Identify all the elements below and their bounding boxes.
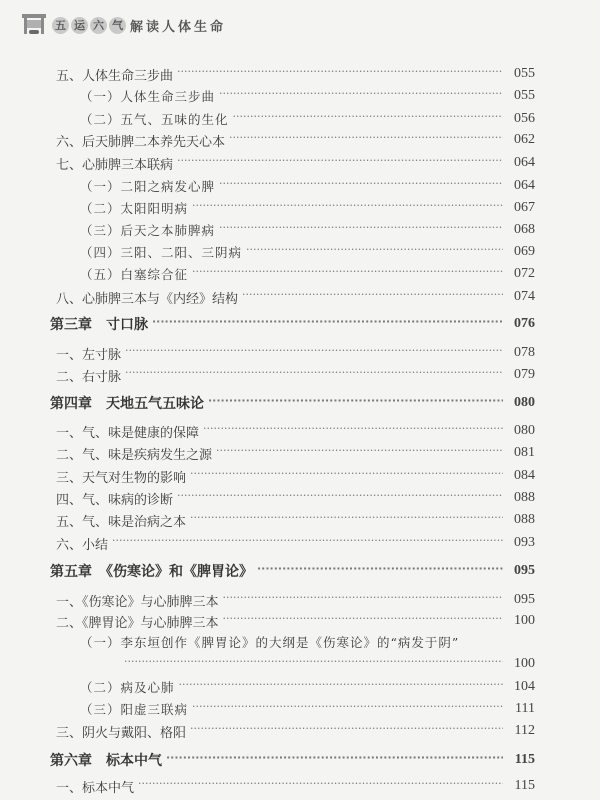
dot-leader: [257, 561, 503, 581]
dot-leader: [166, 750, 503, 770]
toc-page-number: 074: [514, 289, 535, 304]
toc-page-number: 080: [514, 423, 535, 438]
toc-entry: [0, 611, 600, 631]
toc-page-number: 055: [514, 88, 535, 103]
toc-entry: [0, 533, 600, 553]
dot-leader: [229, 130, 503, 150]
toc-entry-title: 八、心肺脾三本与《内经》结构: [56, 291, 239, 307]
dot-leader: [192, 198, 503, 218]
title-badge: 六: [90, 17, 107, 34]
toc-entry-title: 五、气、味是治病之本: [56, 514, 187, 530]
dot-leader: [190, 466, 503, 486]
toc-page-number: 104: [514, 679, 535, 694]
toc-entry: [0, 699, 600, 719]
dot-leader: [179, 677, 503, 697]
toc-entry: [0, 421, 600, 441]
toc-entry-title: 第三章 寸口脉: [50, 317, 148, 333]
dot-leader: [177, 153, 503, 173]
toc-entry-title: （二）太阳阳明病: [80, 201, 189, 216]
dot-leader: [246, 242, 503, 262]
toc-entry: [0, 510, 600, 530]
dot-leader: [138, 776, 503, 796]
toc-entry-title: 六、后天肺脾二本养先天心本: [56, 134, 226, 150]
toc-page-number: 079: [514, 367, 535, 382]
dot-leader: [190, 510, 503, 530]
pavilion-icon: [22, 14, 46, 36]
title-badge: 运: [71, 17, 88, 34]
toc-entry: [0, 198, 600, 218]
toc-chapter-entry: [0, 750, 600, 770]
toc-entry: [0, 590, 600, 610]
toc-entry: [0, 109, 600, 129]
toc-page-number: 076: [514, 316, 535, 331]
toc-page-number: 067: [514, 200, 535, 215]
dot-leader: [219, 86, 503, 106]
toc-entry-title: （一）人体生命三步曲: [80, 89, 216, 104]
toc-entry-title: 三、天气对生物的影响: [56, 470, 187, 486]
toc-entry: [0, 466, 600, 486]
toc-entry: [0, 64, 600, 84]
toc-page-number: 064: [514, 155, 535, 170]
toc-entry: [0, 721, 600, 741]
title-badge: 五: [52, 17, 69, 34]
toc-page-number: 068: [514, 222, 535, 237]
toc-entry-title: 七、心肺脾三本联病: [56, 157, 174, 173]
dot-leader: [208, 393, 503, 413]
toc-entry: [0, 443, 600, 463]
dot-leader: [177, 488, 503, 508]
dot-leader: [216, 443, 503, 463]
dot-leader: [125, 365, 503, 385]
toc-entry: [0, 776, 600, 796]
toc-chapter-entry: [0, 314, 600, 334]
toc-entry-title: （三）后天之本肺脾病: [80, 223, 216, 238]
toc-entry-title: 四、气、味病的诊断: [56, 492, 174, 508]
toc-entry-title: 第六章 标本中气: [50, 753, 162, 769]
toc-entry-title: 六、小结: [56, 537, 109, 553]
toc-entry-title: 第四章 天地五气五味论: [50, 396, 204, 412]
book-subtitle: 解读人体生命: [130, 19, 227, 35]
toc-entry: [0, 264, 600, 284]
toc-page-number: 064: [514, 178, 535, 193]
toc-entry-title: 二、《脾胃论》与心肺脾三本: [56, 615, 219, 631]
toc-page-number: 072: [514, 266, 535, 281]
toc-page-number: 088: [514, 490, 535, 505]
toc-page-number: 088: [514, 512, 535, 527]
toc-entry-title: 五、人体生命三步曲: [56, 68, 174, 84]
toc-entry: [0, 365, 600, 385]
toc-page-number: 100: [514, 613, 535, 628]
running-header: [22, 10, 226, 40]
toc-page-number: 055: [514, 66, 535, 81]
toc-entry-title: （二）五气、五味的生化: [80, 112, 229, 127]
dot-leader: [124, 654, 503, 674]
toc-entry-title: 一、《伤寒论》与心肺脾三本: [56, 594, 219, 610]
toc-page-number: 095: [514, 563, 535, 578]
dot-leader: [112, 533, 503, 553]
toc-entry: [0, 343, 600, 363]
title-badge: 气: [109, 17, 126, 34]
toc-page-number: 095: [514, 592, 535, 607]
toc-page-number: 115: [514, 778, 535, 793]
toc-entry: [0, 654, 600, 674]
toc-entry: [0, 130, 600, 150]
toc-page-number: 111: [515, 701, 535, 716]
toc-entry-title: （二）病及心肺: [80, 680, 175, 695]
dot-leader: [223, 590, 503, 610]
toc-page-number: 069: [514, 244, 535, 259]
toc-entry-title: （一）李东垣创作《脾胃论》的大纲是《伤寒论》的“病发于阴”: [80, 635, 460, 650]
dot-leader: [125, 343, 503, 363]
dot-leader: [219, 176, 503, 196]
toc-entry: [0, 287, 600, 307]
toc-chapter-entry: [0, 561, 600, 581]
dot-leader: [219, 220, 503, 240]
toc-entry: [0, 488, 600, 508]
toc-entry: [0, 220, 600, 240]
toc-page-number: 081: [514, 445, 535, 460]
toc-page-number: 078: [514, 345, 535, 360]
dot-leader: [223, 611, 503, 631]
toc-entry-title: （一）二阳之病发心脾: [80, 179, 216, 194]
toc-page-number: 062: [514, 132, 535, 147]
dot-leader: [192, 264, 503, 284]
dot-leader: [152, 314, 503, 334]
toc-entry-title: （三）阳虚三联病: [80, 702, 189, 717]
dot-leader: [177, 64, 503, 84]
toc-page-number: 115: [514, 752, 535, 767]
toc-page-number: 100: [514, 656, 535, 671]
toc-page-number: 080: [514, 395, 535, 410]
toc-entry-title: （四）三阳、二阳、三阴病: [80, 245, 243, 260]
dot-leader: [192, 699, 503, 719]
toc-page-number: 084: [514, 468, 535, 483]
toc-entry-title: 一、气、味是健康的保障: [56, 425, 200, 441]
dot-leader: [203, 421, 503, 441]
dot-leader: [463, 632, 503, 652]
toc-entry: [0, 153, 600, 173]
toc-page-number: 093: [514, 535, 535, 550]
dot-leader: [190, 721, 503, 741]
toc-entry-title: 一、标本中气: [56, 780, 135, 796]
toc-page-number: 056: [514, 111, 535, 126]
toc-page-number: 112: [514, 723, 535, 738]
toc-entry: [0, 632, 600, 652]
dot-leader: [242, 287, 503, 307]
toc-chapter-entry: [0, 393, 600, 413]
toc-entry-title: 三、阴火与戴阳、格阳: [56, 725, 187, 741]
toc-entry-title: 二、气、味是疾病发生之源: [56, 447, 213, 463]
toc-entry: [0, 677, 600, 697]
toc-entry: [0, 176, 600, 196]
toc-entry-title: 第五章 《伤寒论》和《脾胃论》: [50, 564, 253, 580]
toc-entry-title: 二、右寸脉: [56, 369, 122, 385]
dot-leader: [233, 109, 503, 129]
toc-entry-title: 一、左寸脉: [56, 347, 122, 363]
toc-entry: [0, 86, 600, 106]
toc-entry-title: （五）白塞综合征: [80, 267, 189, 282]
toc-entry: [0, 242, 600, 262]
